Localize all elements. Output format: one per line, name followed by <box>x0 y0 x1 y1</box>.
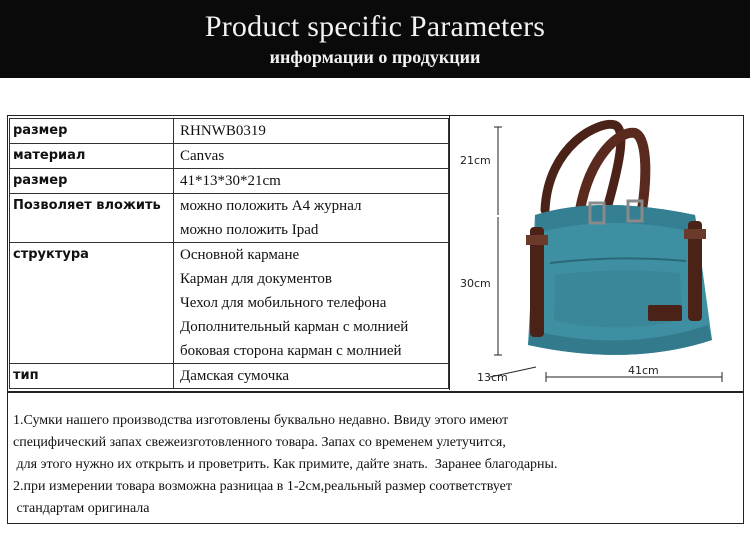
spec-value-line: Canvas <box>180 148 225 164</box>
spec-value <box>174 144 449 169</box>
bag-leather-patch <box>648 305 682 321</box>
spec-value-line: Дополнительный карман с молнией <box>180 319 409 335</box>
spec-key: размер <box>10 169 174 194</box>
spec-value-line: Карман для документов <box>180 271 332 287</box>
dimension-depth-label: 13cm <box>477 371 508 384</box>
page-subtitle: информации о продукции <box>269 47 481 67</box>
note-line: 2.при измерении товара возможна разницаа в 1-2см,реальный размер соответствует <box>13 479 512 494</box>
product-image-panel <box>449 115 743 390</box>
note-line: 1.Сумки нашего производства изготовлены буквально недавно. Ввиду этого имеют <box>13 413 509 428</box>
spec-value <box>174 364 449 389</box>
spec-key: тип <box>10 364 174 389</box>
handbag-illustration <box>450 115 743 390</box>
notes-section <box>7 392 744 524</box>
notes-text <box>13 410 557 520</box>
spec-value-line: боковая сторона карман с молнией <box>180 343 402 359</box>
dimension-handle-label: 21cm <box>460 154 491 167</box>
spec-key: материал <box>10 144 174 169</box>
spec-value <box>174 243 449 364</box>
spec-row-capacity <box>10 194 449 243</box>
spec-value-line: Чехол для мобильного телефона <box>180 295 387 311</box>
spec-value-line: можно положить A4 журнал <box>180 198 362 214</box>
spec-value-line: можно положить Ipad <box>180 222 319 238</box>
page-title: Product specific Parameters <box>204 10 546 43</box>
dimension-width-label: 41cm <box>628 364 659 377</box>
note-line: для этого нужно их открыть и проветрить. Как примите, дайте знать. Заранее благодарны. <box>13 457 558 472</box>
spec-row-type <box>10 364 449 389</box>
spec-row-model <box>10 119 449 144</box>
spec-value <box>174 119 449 144</box>
spec-table <box>9 118 449 389</box>
spec-row-size <box>10 169 449 194</box>
spec-row-material <box>10 144 449 169</box>
note-line: специфический запах свежеизготовленного товара. Запах со временем улетучится, <box>13 435 506 450</box>
note-line: стандартам оригинала <box>13 501 150 516</box>
spec-value-line: RHNWB0319 <box>180 123 266 139</box>
spec-key: структура <box>10 243 174 364</box>
spec-row-structure <box>10 243 449 364</box>
spec-value <box>174 194 449 243</box>
header-banner <box>0 0 750 78</box>
spec-value-line: Дамская сумочка <box>180 368 290 384</box>
spec-key: размер <box>10 119 174 144</box>
spec-value-line: Основной кармане <box>180 247 300 263</box>
dimension-height-label: 30cm <box>460 277 491 290</box>
spec-value-line: 41*13*30*21cm <box>180 173 281 189</box>
spec-value <box>174 169 449 194</box>
spec-key: Позволяет вложить <box>10 194 174 243</box>
